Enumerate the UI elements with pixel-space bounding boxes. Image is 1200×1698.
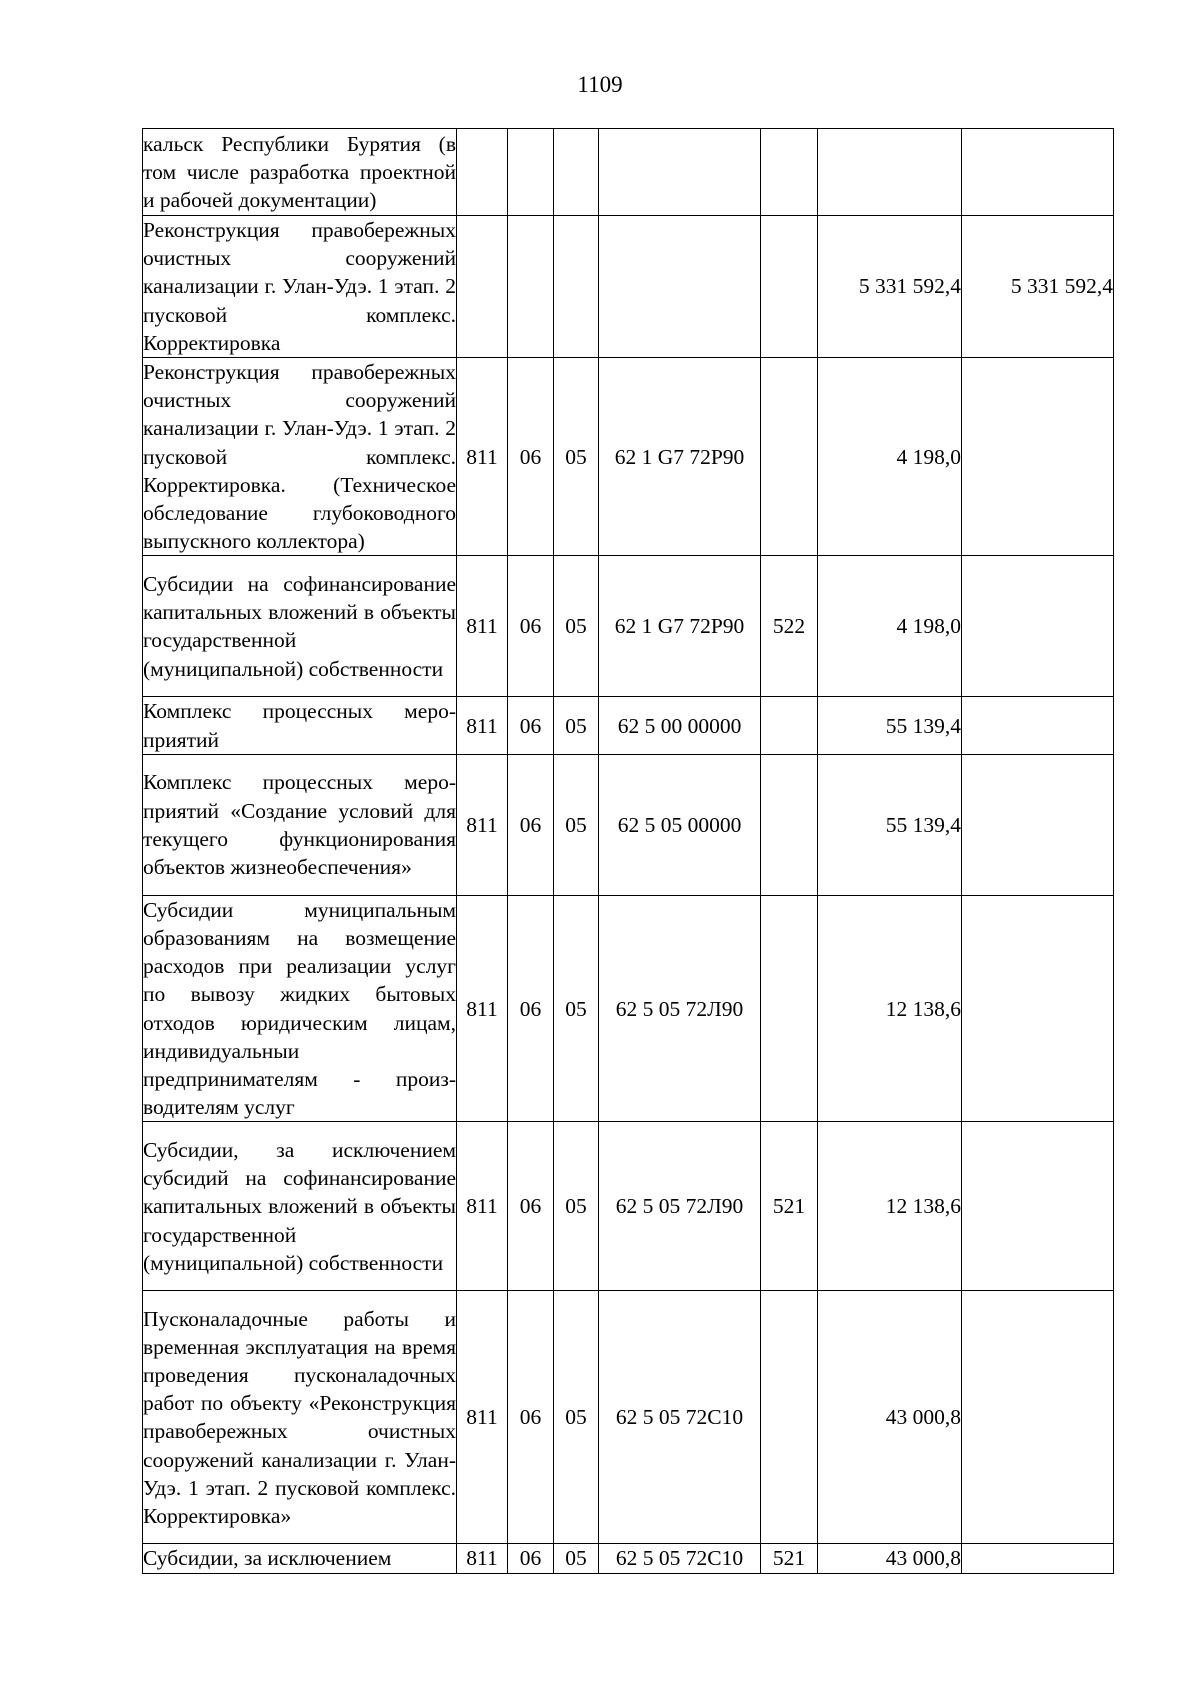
expense-type-cell bbox=[761, 1291, 818, 1544]
table-row bbox=[143, 129, 1114, 216]
target-article-cell: 62 5 00 00000 bbox=[599, 697, 761, 754]
target-article-cell: 62 5 05 72С10 bbox=[599, 1544, 761, 1573]
amount-cell-2 bbox=[962, 1291, 1114, 1544]
section-cell: 06 bbox=[508, 1291, 554, 1544]
grbs-cell bbox=[457, 129, 508, 216]
section-cell bbox=[508, 216, 554, 358]
row-name: Субсидии, за исключением bbox=[143, 1544, 457, 1573]
amount-cell: 12 138,6 bbox=[818, 895, 962, 1122]
amount-cell bbox=[818, 129, 962, 216]
page-number: 1109 bbox=[577, 72, 623, 97]
grbs-cell: 811 bbox=[457, 1122, 508, 1291]
amount-cell-2 bbox=[962, 1122, 1114, 1291]
grbs-cell: 811 bbox=[457, 1291, 508, 1544]
row-name: Комплекс процессных мероприятий bbox=[143, 697, 457, 754]
subsection-cell: 05 bbox=[554, 895, 599, 1122]
target-article-cell: 62 1 G7 72Р90 bbox=[599, 556, 761, 697]
row-name: Реконструкция правобережных очистных сооружений канализации г. Улан-Удэ. 1 этап. 2 пусковой комплекс. Корректировка. (Техническое обследование глубоководного выпускного коллектора) bbox=[143, 358, 457, 556]
amount-cell-2 bbox=[962, 697, 1114, 754]
amount-cell-2: 5 331 592,4 bbox=[962, 216, 1114, 358]
expense-type-cell bbox=[761, 129, 818, 216]
grbs-cell: 811 bbox=[457, 358, 508, 556]
grbs-cell: 811 bbox=[457, 754, 508, 895]
section-cell: 06 bbox=[508, 1122, 554, 1291]
table-row bbox=[143, 358, 1114, 556]
row-name: Реконструкция правобережных очистных сооружений канализации г. Улан-Удэ. 1 этап. 2 пусковой комплекс. Корректировка bbox=[143, 216, 457, 358]
section-cell: 06 bbox=[508, 1544, 554, 1573]
expense-type-cell: 522 bbox=[761, 556, 818, 697]
subsection-cell: 05 bbox=[554, 1122, 599, 1291]
expense-type-cell bbox=[761, 754, 818, 895]
target-article-cell: 62 5 05 72Л90 bbox=[599, 1122, 761, 1291]
expense-type-cell: 521 bbox=[761, 1544, 818, 1573]
expense-type-cell: 521 bbox=[761, 1122, 818, 1291]
target-article-cell: 62 5 05 00000 bbox=[599, 754, 761, 895]
subsection-cell: 05 bbox=[554, 556, 599, 697]
amount-cell-2 bbox=[962, 556, 1114, 697]
subsection-cell: 05 bbox=[554, 697, 599, 754]
subsection-cell: 05 bbox=[554, 1291, 599, 1544]
subsection-cell: 05 bbox=[554, 358, 599, 556]
subsection-cell: 05 bbox=[554, 754, 599, 895]
amount-cell-2 bbox=[962, 1544, 1114, 1573]
target-article-cell: 62 1 G7 72Р90 bbox=[599, 358, 761, 556]
amount-cell-2 bbox=[962, 129, 1114, 216]
row-name: кальск Республики Бурятия (в том числе разработка проектной и рабочей документации) bbox=[143, 129, 457, 216]
section-cell: 06 bbox=[508, 895, 554, 1122]
amount-cell-2 bbox=[962, 754, 1114, 895]
table-row bbox=[143, 895, 1114, 1122]
target-article-cell bbox=[599, 129, 761, 216]
row-name: Субсидии на софинансирование капитальных вложений в объекты государственной (муниципальной) собственности bbox=[143, 556, 457, 697]
row-name: Пусконаладочные работы и временная эксплуатация на время проведения пусконаладочных работ по объекту «Реконструкция правобережных очистных сооружений канализации г. Улан-Удэ. 1 этап. 2 пусковой комплекс. Корректировка» bbox=[143, 1291, 457, 1544]
table-row bbox=[143, 216, 1114, 358]
expense-type-cell bbox=[761, 697, 818, 754]
table-row bbox=[143, 1291, 1114, 1544]
row-name: Комплекс процессных мероприятий «Создание условий для текущего функционирования объектов жизнеобеспечения» bbox=[143, 754, 457, 895]
amount-cell: 55 139,4 bbox=[818, 754, 962, 895]
section-cell: 06 bbox=[508, 358, 554, 556]
grbs-cell bbox=[457, 216, 508, 358]
expense-type-cell bbox=[761, 216, 818, 358]
target-article-cell: 62 5 05 72С10 bbox=[599, 1291, 761, 1544]
table-row bbox=[143, 556, 1114, 697]
amount-cell-2 bbox=[962, 895, 1114, 1122]
amount-cell-2 bbox=[962, 358, 1114, 556]
table-row bbox=[143, 754, 1114, 895]
grbs-cell: 811 bbox=[457, 556, 508, 697]
table-row bbox=[143, 697, 1114, 754]
row-name: Субсидии муниципальным образованиям на возмещение расходов при реализации услуг по вывозу жидких бытовых отходов юридическим лицам, индивидуальныи предпринимателям - производителям услуг bbox=[143, 895, 457, 1122]
target-article-cell bbox=[599, 216, 761, 358]
subsection-cell: 05 bbox=[554, 1544, 599, 1573]
section-cell bbox=[508, 129, 554, 216]
section-cell: 06 bbox=[508, 697, 554, 754]
section-cell: 06 bbox=[508, 754, 554, 895]
amount-cell: 4 198,0 bbox=[818, 358, 962, 556]
grbs-cell: 811 bbox=[457, 697, 508, 754]
amount-cell: 55 139,4 bbox=[818, 697, 962, 754]
amount-cell: 12 138,6 bbox=[818, 1122, 962, 1291]
amount-cell: 43 000,8 bbox=[818, 1544, 962, 1573]
section-cell: 06 bbox=[508, 556, 554, 697]
budget-table bbox=[142, 128, 1114, 1574]
target-article-cell: 62 5 05 72Л90 bbox=[599, 895, 761, 1122]
row-name: Субсидии, за исключением субсидий на софинансирование капитальных вложений в объекты государственной (муниципальной) собственности bbox=[143, 1122, 457, 1291]
subsection-cell bbox=[554, 216, 599, 358]
amount-cell: 4 198,0 bbox=[818, 556, 962, 697]
amount-cell: 5 331 592,4 bbox=[818, 216, 962, 358]
grbs-cell: 811 bbox=[457, 1544, 508, 1573]
subsection-cell bbox=[554, 129, 599, 216]
grbs-cell: 811 bbox=[457, 895, 508, 1122]
table-row bbox=[143, 1122, 1114, 1291]
amount-cell: 43 000,8 bbox=[818, 1291, 962, 1544]
expense-type-cell bbox=[761, 358, 818, 556]
table-row bbox=[143, 1544, 1114, 1573]
expense-type-cell bbox=[761, 895, 818, 1122]
